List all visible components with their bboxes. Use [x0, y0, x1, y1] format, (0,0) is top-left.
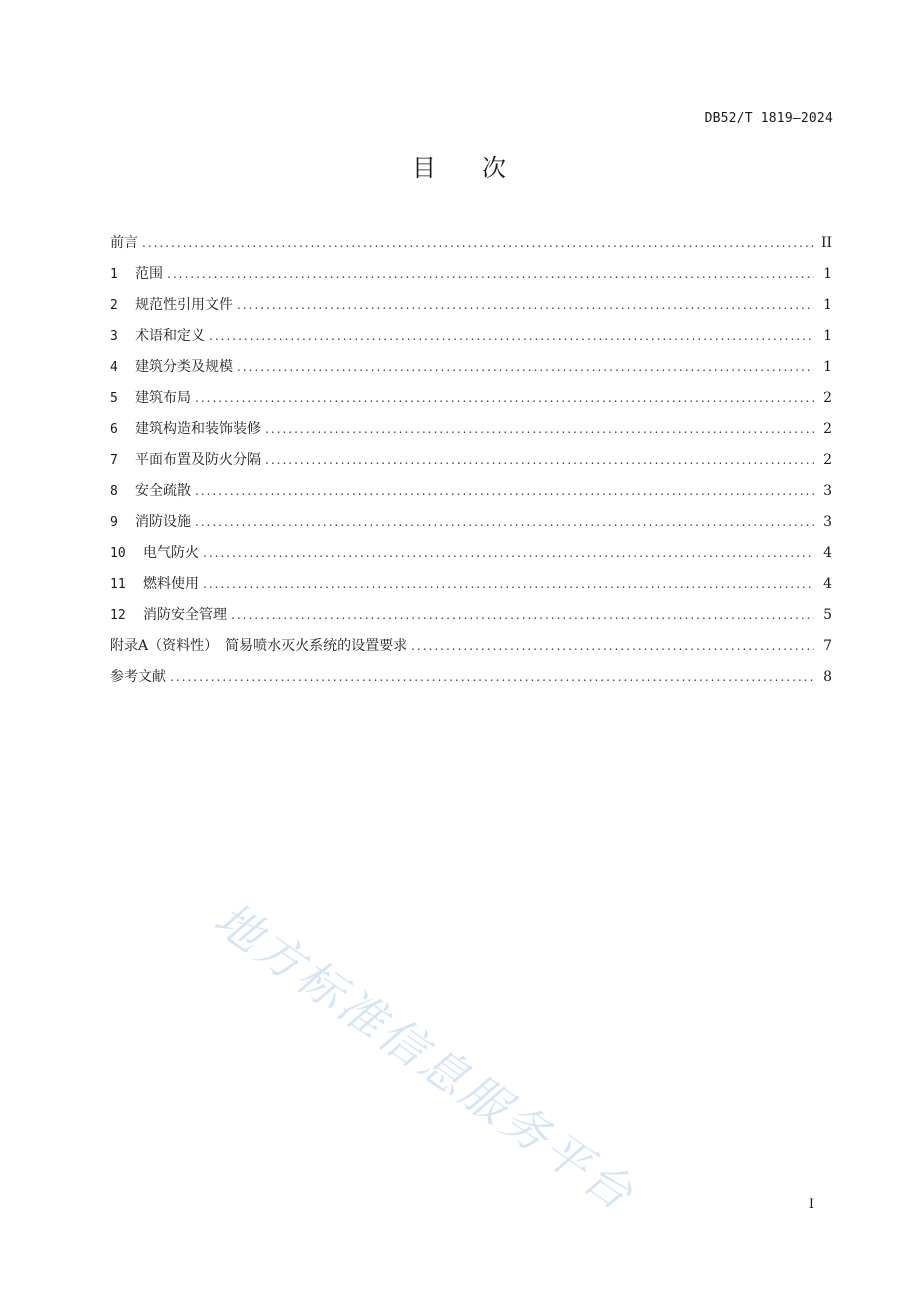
toc-page-number: 4: [823, 545, 832, 561]
toc-dot-leader: [265, 422, 814, 436]
toc-dot-leader: [237, 360, 814, 374]
toc-dot-leader: [411, 639, 814, 653]
toc-section-number: 11: [110, 577, 126, 592]
toc-entry-1[interactable]: [110, 263, 832, 294]
toc-entry-5[interactable]: [110, 387, 832, 418]
toc-entry-7[interactable]: [110, 449, 832, 480]
toc-page-number: 1: [823, 328, 832, 344]
toc-page-number: 1: [823, 359, 832, 375]
toc-page-number: 7: [823, 638, 832, 654]
page-title: [0, 148, 920, 183]
toc-entry-title: 范围: [135, 266, 163, 282]
toc-entry-12[interactable]: [110, 604, 832, 635]
toc-dot-leader: [203, 577, 814, 591]
toc-page-number: 2: [823, 421, 832, 437]
toc-page-number: 1: [823, 266, 832, 282]
toc-entry-title: 消防安全管理: [143, 607, 227, 623]
toc-entry-title: 前言: [110, 235, 138, 251]
toc-dot-leader: [265, 453, 814, 467]
toc-section-number: 2: [110, 298, 118, 313]
toc-entry-10[interactable]: [110, 542, 832, 573]
toc-section-number: 5: [110, 391, 118, 406]
toc-section-number: 9: [110, 515, 118, 530]
toc-dot-leader: [195, 484, 814, 498]
toc-dot-leader: [209, 329, 814, 343]
toc-section-number: 3: [110, 329, 118, 344]
toc-entry-2[interactable]: [110, 294, 832, 325]
toc-entry-3[interactable]: [110, 325, 832, 356]
toc-entry-title: 燃料使用: [143, 576, 199, 592]
toc-dot-leader: [195, 515, 814, 529]
toc-dot-leader: [142, 236, 814, 250]
footer-page-number: I: [808, 1197, 814, 1212]
toc-section-number: 4: [110, 360, 118, 375]
toc-entry-references[interactable]: [110, 666, 832, 697]
toc-entry-9[interactable]: [110, 511, 832, 542]
toc-section-number: 10: [110, 546, 126, 561]
toc-section-number: 8: [110, 484, 118, 499]
watermark: 地方标准信息服务平台: [204, 891, 646, 1223]
toc-dot-leader: [231, 608, 814, 622]
toc-entry-title: 电气防火: [143, 545, 199, 561]
toc-section-number: 6: [110, 422, 118, 437]
toc-section-number: 7: [110, 453, 118, 468]
toc-page-number: 5: [823, 607, 832, 623]
toc-entry-title: 平面布置及防火分隔: [135, 452, 261, 468]
toc-section-number: 1: [110, 267, 118, 282]
toc-page-number: 3: [823, 514, 832, 530]
toc-entry-title: 参考文献: [110, 669, 166, 685]
toc-page-number: 2: [823, 390, 832, 406]
toc-entry-title: 建筑构造和装饰装修: [135, 421, 261, 437]
toc-page-number: 2: [823, 452, 832, 468]
toc-dot-leader: [195, 391, 814, 405]
toc-entry-6[interactable]: [110, 418, 832, 449]
toc-entry-foreword[interactable]: [110, 232, 832, 263]
title-char-1: 目: [412, 154, 438, 182]
toc-page-number: 3: [823, 483, 832, 499]
toc-page-number: 1: [823, 297, 832, 313]
toc-entry-8[interactable]: [110, 480, 832, 511]
toc-page-number: 8: [823, 669, 832, 685]
table-of-contents: [110, 232, 832, 697]
toc-page-number: 4: [823, 576, 832, 592]
toc-entry-title: 附录A（资料性） 简易喷水灭火系统的设置要求: [110, 638, 408, 654]
toc-entry-appendix-a[interactable]: [110, 635, 832, 666]
toc-entry-title: 安全疏散: [135, 483, 191, 499]
toc-page-number: II: [820, 235, 832, 251]
toc-entry-title: 规范性引用文件: [135, 297, 233, 313]
toc-dot-leader: [167, 267, 814, 281]
toc-entry-title: 术语和定义: [135, 328, 205, 344]
toc-entry-title: 消防设施: [135, 514, 191, 530]
toc-dot-leader: [203, 546, 814, 560]
toc-section-number: 12: [110, 608, 126, 623]
toc-entry-title: 建筑分类及规模: [135, 359, 233, 375]
toc-entry-11[interactable]: [110, 573, 832, 604]
title-char-2: 次: [482, 154, 508, 182]
document-code: DB52/T 1819—2024: [704, 111, 833, 126]
toc-entry-4[interactable]: [110, 356, 832, 387]
toc-dot-leader: [237, 298, 814, 312]
toc-entry-title: 建筑布局: [135, 390, 191, 406]
toc-dot-leader: [170, 670, 814, 684]
